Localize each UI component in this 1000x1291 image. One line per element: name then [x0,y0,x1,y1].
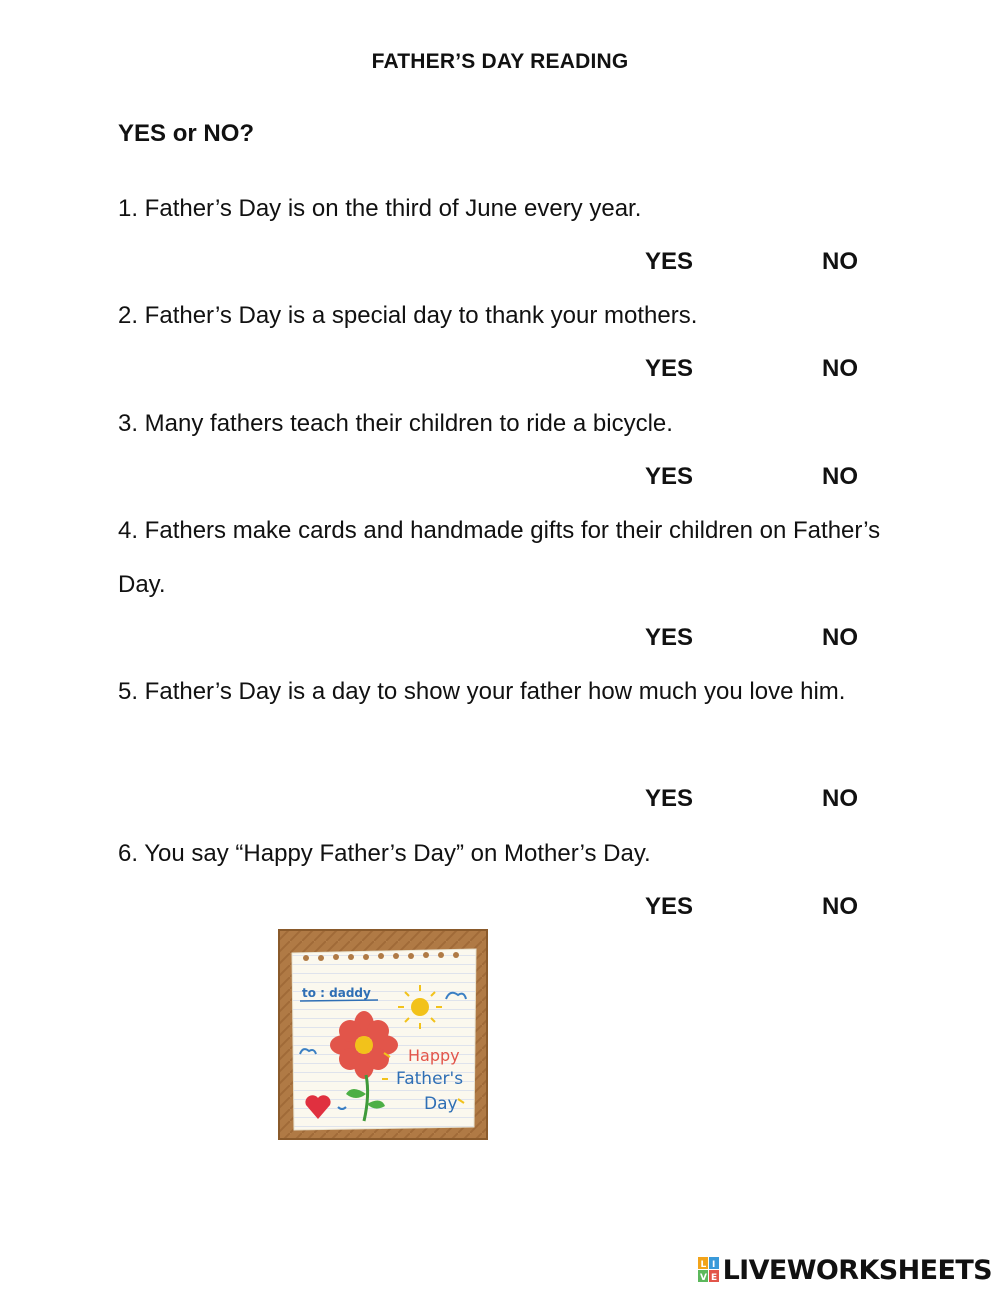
question-5-text: 5. Father’s Day is a day to show your father how much you love him. [118,678,846,705]
page-title: FATHER’S DAY READING [371,50,629,73]
card-line-happy: Happy [408,1046,460,1065]
logo-block-l: L [700,1260,706,1270]
question-1-yes-option[interactable]: YES [645,248,694,275]
question-3-no-option[interactable]: NO [822,463,858,490]
fathers-day-card-image [278,929,488,1140]
question-3-yes-option[interactable]: YES [645,463,694,490]
question-3-text: 3. Many fathers teach their children to ride a bicycle. [118,410,673,437]
card-line-day: Day [424,1094,458,1114]
question-6-text: 6. You say “Happy Father’s Day” on Mother’s Day. [118,840,651,867]
logo-blocks-icon [698,1257,720,1283]
logo-block-e: E [710,1273,717,1283]
question-5-yes-option[interactable]: YES [645,785,694,812]
question-1-text: 1. Father’s Day is on the third of June every year. [118,195,642,222]
section-heading: YES or NO? [118,120,255,147]
logo-text: LIVEWORKSHEETS [722,1254,992,1286]
liveworksheets-logo[interactable] [698,1253,992,1287]
question-2-yes-option[interactable]: YES [645,355,694,382]
question-2-text: 2. Father’s Day is a special day to thank your mothers. [118,302,698,329]
logo-block-v: V [699,1273,707,1283]
question-5-no-option[interactable]: NO [822,785,858,812]
question-4-no-option[interactable]: NO [822,624,858,651]
question-6-no-option[interactable]: NO [822,893,858,920]
card-to-label: to : daddy [302,986,371,1000]
card-line-fathers: Father's [396,1069,464,1089]
question-6-yes-option[interactable]: YES [645,893,694,920]
logo-block-i: I [711,1260,715,1270]
question-4-yes-option[interactable]: YES [645,624,694,651]
question-4-text: 4. Fathers make cards and handmade gifts for their children on Father’s Day. [118,517,881,598]
question-1-no-option[interactable]: NO [822,248,858,275]
question-2-no-option[interactable]: NO [822,355,858,382]
